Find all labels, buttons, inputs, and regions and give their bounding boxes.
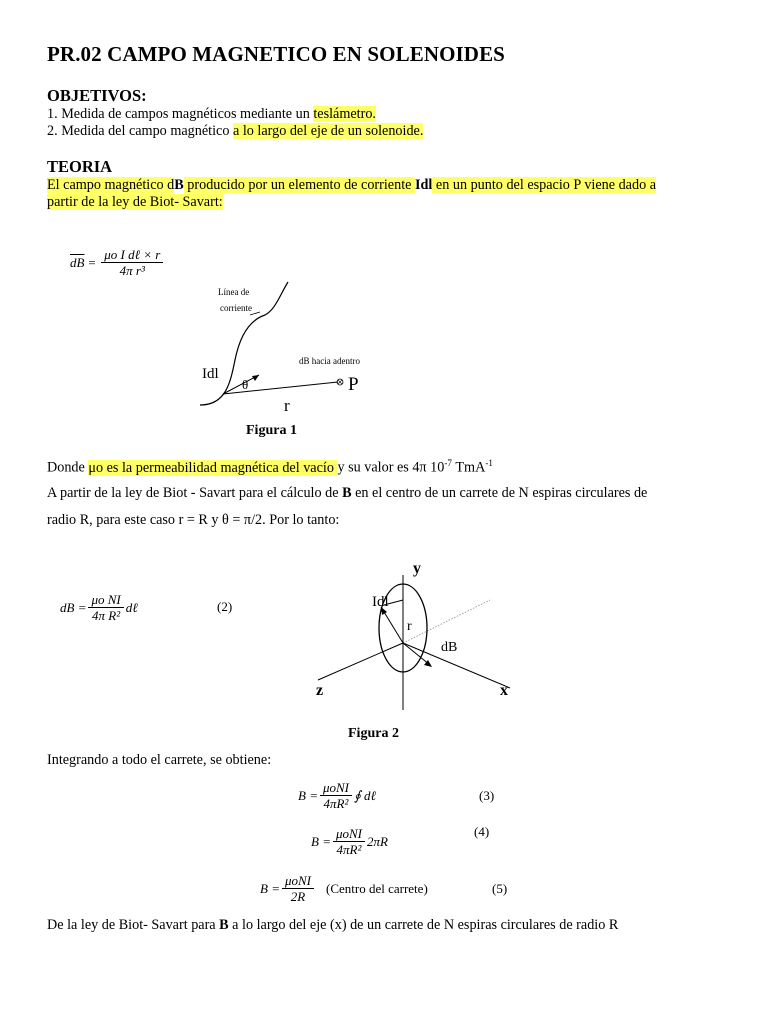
donde-pre: Donde — [47, 459, 89, 476]
eq1-numerator: μo I dℓ × r — [101, 247, 163, 263]
eq2-fraction — [88, 592, 123, 623]
figura-1-caption: Figura 1 — [246, 423, 297, 438]
equation-5 — [260, 873, 428, 904]
teoria-line-2 — [47, 194, 223, 211]
parrafo-1-b: B — [342, 485, 352, 501]
eq3-numerator: μoNI — [320, 780, 352, 796]
donde-line — [47, 458, 493, 477]
equation-4 — [311, 826, 388, 857]
eq4-fraction — [333, 826, 365, 857]
eq5-fraction — [282, 873, 314, 904]
eq1-fraction — [101, 247, 163, 278]
donde-exp1: -7 — [444, 458, 452, 468]
eq3-lhs: B = — [298, 787, 318, 803]
ultima-a: De la ley de Biot- Savart para — [47, 917, 220, 933]
eq3-fraction — [320, 780, 352, 811]
eq4-number: (4) — [474, 824, 490, 839]
z-axis — [318, 643, 403, 680]
fig2-label-r: r — [407, 619, 412, 634]
eq1-lhs: $\overline{dB}$ — [70, 254, 85, 270]
dotted-line — [403, 600, 490, 643]
objetivo-1-highlight: teslámetro. — [313, 106, 376, 122]
teoria-l1-d: Idl — [415, 177, 433, 193]
objetivo-2-text: 2. Medida del campo magnético — [47, 123, 233, 139]
ultima-b: B — [219, 917, 229, 933]
donde-mu: μo — [88, 459, 104, 476]
eq3-tail: ∮ dℓ — [354, 787, 376, 803]
teoria-l1-b: B — [174, 177, 184, 193]
equation-1 — [70, 247, 165, 278]
eq5-numerator: μoNI — [282, 873, 314, 889]
objetivo-1 — [47, 106, 376, 123]
objetivo-2 — [47, 123, 423, 140]
donde-permeabilidad: es la permeabilidad magnética del vacío — [103, 459, 338, 476]
teoria-l2: partir de la ley de Biot- Savart: — [47, 194, 223, 210]
fig1-label-linea: Línea de — [218, 287, 250, 297]
equation-2 — [60, 592, 138, 623]
teoria-heading: TEORIA — [47, 157, 113, 176]
eq4-denominator: 4πR² — [336, 842, 362, 857]
fig2-label-idl: Idl — [372, 594, 389, 610]
eq4-numerator: μoNI — [333, 826, 365, 842]
donde-valor: y su valor es 4π 10 — [337, 459, 445, 476]
teoria-l1-a: El campo magnético d — [47, 177, 175, 193]
fig1-label-corriente: corriente — [220, 303, 252, 313]
eq5-denominator: 2R — [290, 889, 306, 904]
eq5-number: (5) — [492, 881, 508, 896]
eq5-lhs: B = — [260, 880, 280, 896]
figura-2-caption: Figura 2 — [348, 726, 399, 741]
document-title: PR.02 CAMPO MAGNETICO EN SOLENOIDES — [47, 42, 505, 66]
figura-2-diagram — [310, 555, 520, 715]
eq2-number: (2) — [217, 599, 233, 614]
fig2-label-db: dB — [441, 640, 458, 655]
objetivo-1-text: 1. Medida de campos magnéticos mediante un — [47, 106, 314, 122]
eq4-lhs: B = — [311, 833, 331, 849]
eq1-denominator: 4π r³ — [119, 263, 145, 278]
r-vector — [223, 382, 338, 394]
parrafo-1 — [47, 485, 647, 502]
objetivos-heading: OBJETIVOS: — [47, 86, 147, 105]
fig1-label-theta: θ — [242, 377, 249, 392]
donde-exp2: -1 — [485, 458, 493, 468]
parrafo-2: radio R, para este caso r = R y θ = π/2. Por lo tanto: — [47, 512, 340, 528]
fig1-label-p: P — [348, 374, 359, 395]
fig1-label-db: dB hacia adentro — [299, 356, 360, 366]
ultima-c: a lo largo del eje (x) de un carrete de N espiras circulares de radio R — [228, 917, 619, 933]
eq2-lhs: dB = — [60, 599, 87, 615]
eq3-denominator: 4πR² — [323, 796, 349, 811]
ultima-linea — [47, 917, 618, 934]
fig2-label-y: y — [413, 560, 421, 577]
donde-unit: TmA — [451, 459, 486, 476]
eq2-numerator: μo NI — [88, 592, 123, 608]
teoria-line-1 — [47, 177, 656, 194]
fig1-label-r: r — [284, 396, 290, 415]
teoria-l1-e: en un punto del espacio P viene dado a — [432, 177, 657, 193]
objetivo-2-highlight: a lo largo del eje de un solenoide. — [232, 123, 424, 139]
teoria-l1-c: producido por un elemento de corriente — [183, 177, 415, 193]
integrando-text: Integrando a todo el carrete, se obtiene: — [47, 752, 272, 768]
eq4-tail: 2πR — [367, 833, 388, 849]
eq1-equals: = — [87, 254, 97, 270]
figura-1-diagram — [190, 280, 370, 420]
parrafo-1-a: A partir de la ley de Biot - Savart para el cálculo de — [47, 485, 343, 501]
eq5-tail: (Centro del carrete) — [326, 880, 428, 896]
eq2-tail: dℓ — [125, 599, 138, 615]
fig2-label-x: x — [500, 682, 508, 699]
eq3-number: (3) — [479, 788, 495, 803]
eq2-denominator: 4π R² — [92, 608, 121, 623]
db-vector — [403, 643, 430, 665]
fig1-label-idl: Idl — [202, 366, 219, 382]
equation-3 — [298, 780, 376, 811]
parrafo-1-c: en el centro de un carrete de N espiras circulares de — [351, 485, 648, 501]
fig2-label-z: z — [316, 682, 324, 699]
